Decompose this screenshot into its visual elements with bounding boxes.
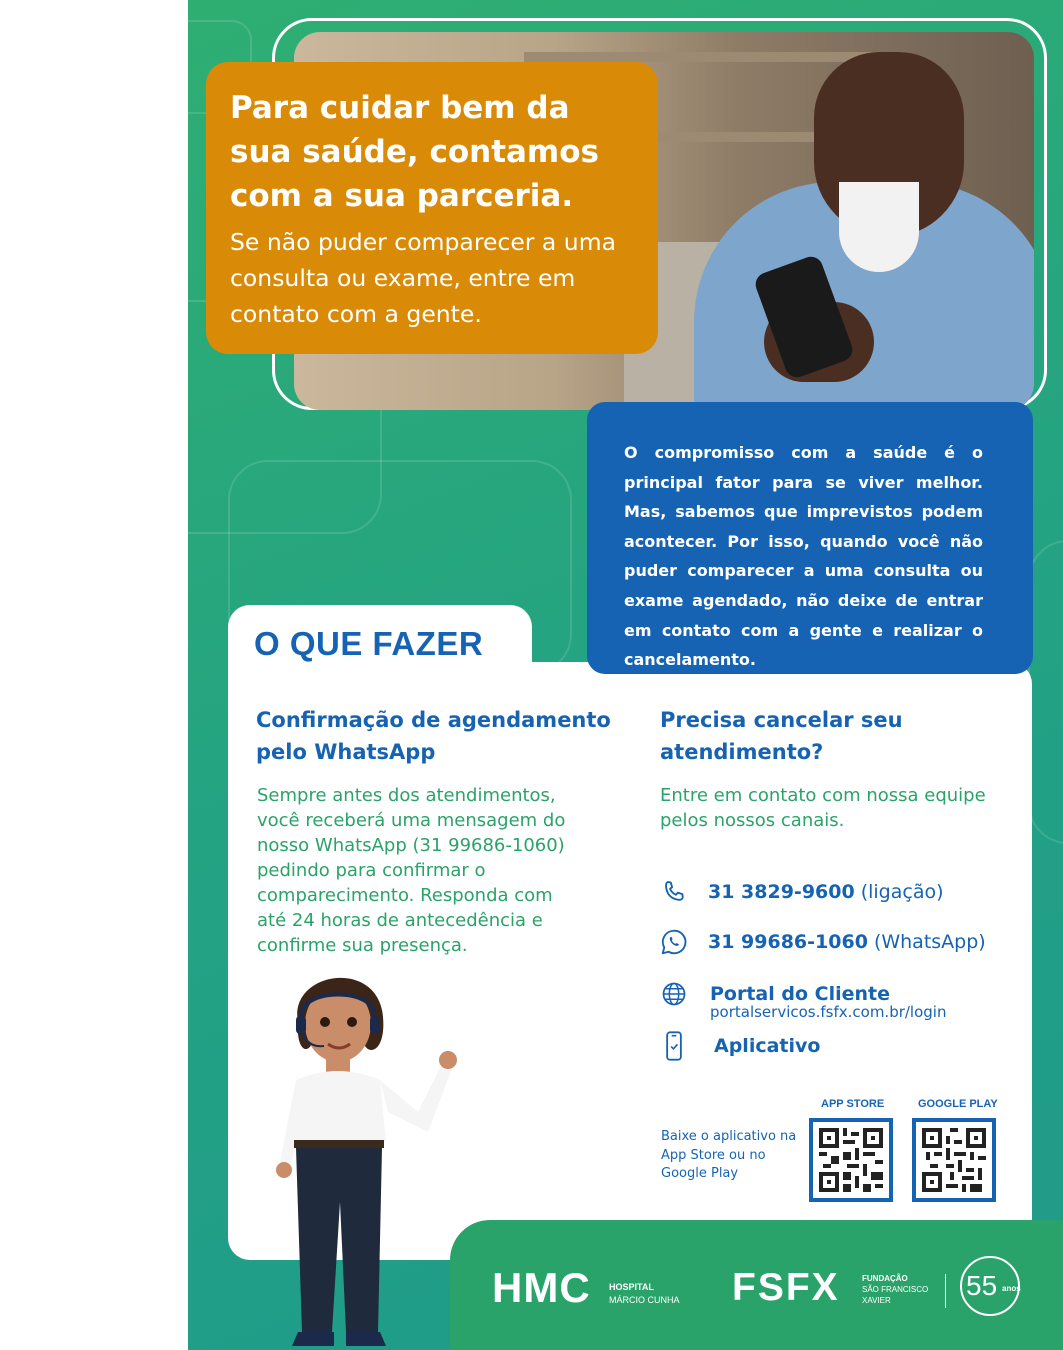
phone-number: 31 3829-9600	[708, 881, 855, 903]
person-collar	[839, 182, 919, 272]
hmc-name-line2: MÁRCIO CUNHA	[609, 1295, 680, 1305]
anniversary-word: anos	[1002, 1284, 1021, 1293]
phone-kind: (ligação)	[860, 881, 944, 903]
phone-icon	[658, 876, 690, 908]
hmc-logo: HMC	[492, 1264, 591, 1311]
whatsapp-confirmation-text: Sempre antes dos atendimentos, você receberá uma mensagem do nosso WhatsApp (31 99686-1060) pedindo para confirmar o comparecimento. Responda com até 24 horas de antecedência e confirme sua presença.	[257, 785, 566, 956]
headline-title: Para cuidar bem da sua saúde, contamos com a sua parceria.	[230, 90, 599, 214]
google-play-qr-code[interactable]	[912, 1118, 996, 1202]
intro-text: O compromisso com a saúde é o principal fator para se viver melhor. Mas, sabemos que imprevistos podem acontecer. Por isso, quando você não puder comparecer a uma consulta ou exame agendado, não deixe de entrar em contato com a gente e realizar o cancelamento.	[624, 443, 983, 670]
app-contact[interactable]	[658, 1030, 820, 1062]
portal-url[interactable]: portalservicos.fsfx.com.br/login	[710, 1003, 947, 1021]
whatsapp-confirmation-heading: Confirmação de agendamento pelo WhatsApp	[256, 708, 611, 764]
whatsapp-kind: (WhatsApp)	[873, 931, 986, 953]
section-title: O QUE FAZER	[254, 625, 484, 662]
whatsapp-icon	[658, 926, 690, 958]
fsfx-name-line2: SÃO FRANCISCO	[862, 1285, 929, 1294]
google-play-label: GOOGLE PLAY	[918, 1098, 998, 1110]
fsfx-logo: FSFX	[732, 1266, 840, 1309]
phone-contact[interactable]	[658, 876, 944, 908]
cancel-heading: Precisa cancelar seu atendimento?	[660, 708, 903, 764]
app-label: Aplicativo	[714, 1035, 821, 1057]
portal-label: Portal do Cliente	[710, 983, 890, 1005]
fsfx-name-line3: XAVIER	[862, 1296, 891, 1305]
whatsapp-number: 31 99686-1060	[708, 931, 868, 953]
app-store-label: APP STORE	[821, 1098, 885, 1110]
fsfx-name-line1: FUNDAÇÃO	[862, 1274, 908, 1283]
whatsapp-contact[interactable]	[658, 926, 986, 958]
globe-icon	[658, 978, 690, 1010]
poster	[188, 0, 1063, 1350]
cancel-text: Entre em contato com nossa equipe pelos nossos canais.	[660, 785, 986, 831]
download-note: Baixe o aplicativo na App Store ou no Google Play	[661, 1129, 797, 1181]
headline-subtitle: Se não puder comparecer a uma consulta ou exame, entre em contato com a gente.	[230, 228, 616, 328]
decorative-line	[1028, 540, 1063, 844]
smartphone-icon	[658, 1030, 690, 1062]
footer-band	[450, 1220, 1063, 1350]
anniversary-number: 55	[966, 1270, 998, 1301]
intro-box	[587, 402, 1033, 674]
headline-box	[206, 62, 658, 354]
anniversary-seal	[960, 1256, 1020, 1316]
logo-divider	[945, 1274, 946, 1308]
app-store-qr-code[interactable]	[809, 1118, 893, 1202]
attendant-illustration	[268, 962, 468, 1350]
hmc-name-line1: HOSPITAL	[609, 1282, 654, 1292]
